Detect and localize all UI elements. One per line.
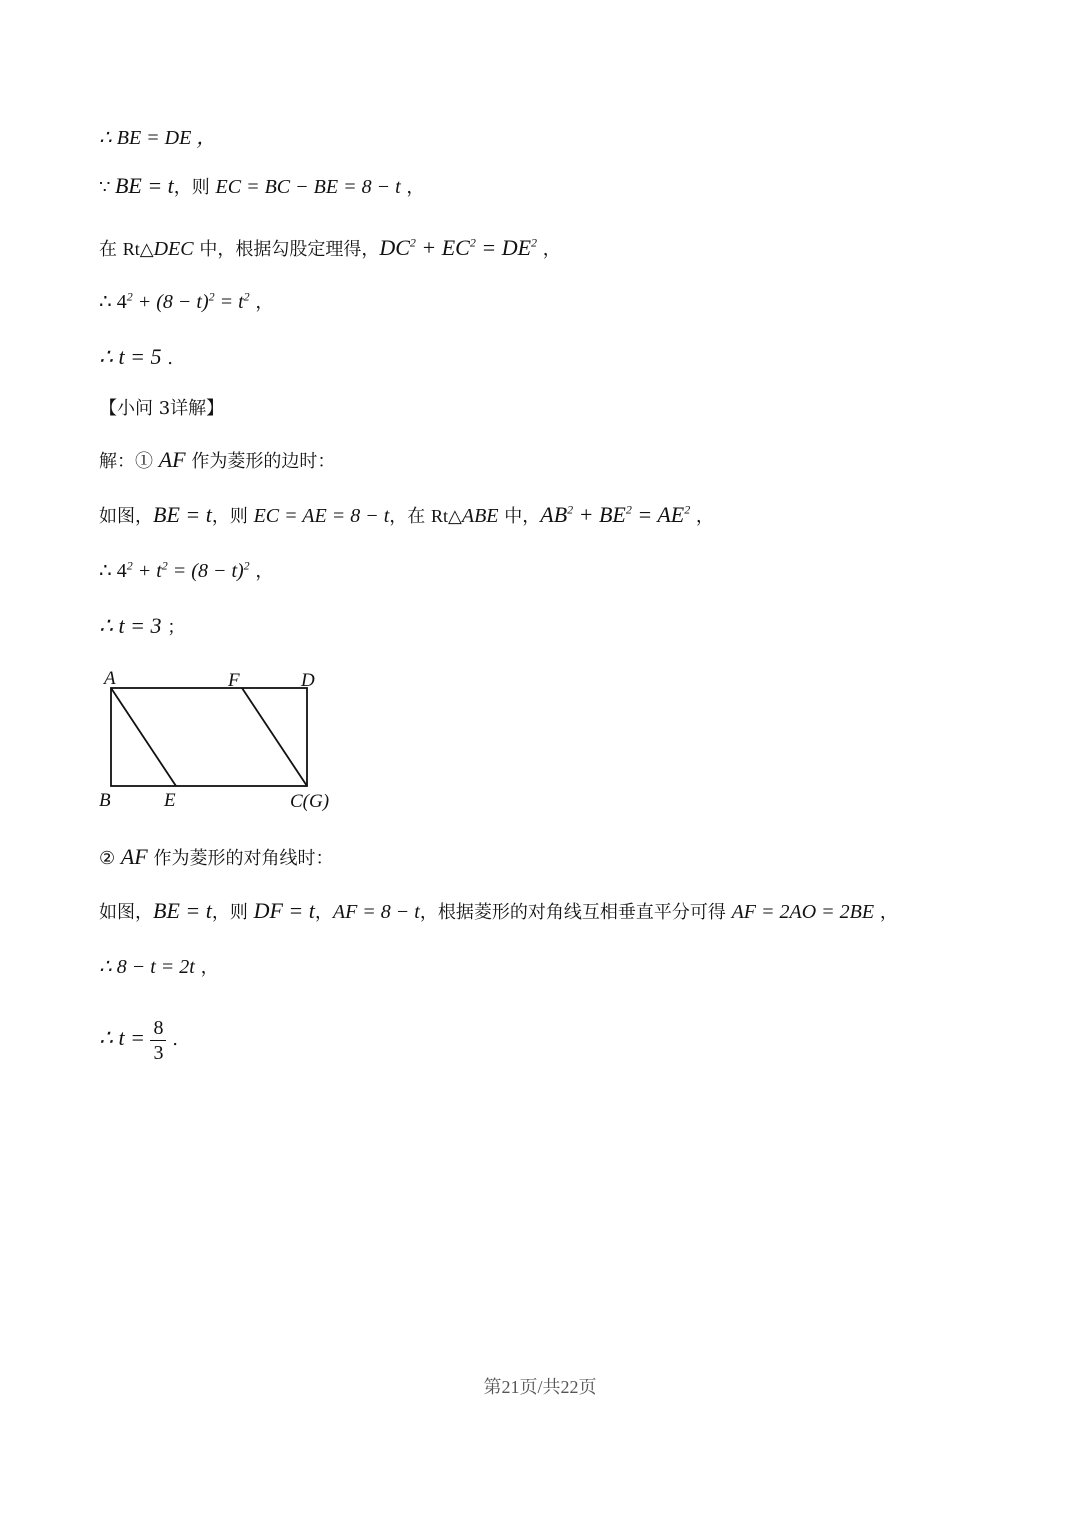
text-zai: 在 <box>99 239 123 260</box>
sup-12: 2 <box>243 558 250 573</box>
term-ab: AB <box>540 502 568 527</box>
sup-8: 2 <box>625 502 632 517</box>
page-footer: 第21页/共22页 <box>483 1377 597 1397</box>
segment-fc <box>242 688 307 786</box>
line-13 <box>99 953 1040 982</box>
line-14 <box>99 1012 1040 1066</box>
comma: ， <box>314 902 333 923</box>
text-zai: ，在 <box>389 506 431 527</box>
comma: ， <box>874 902 898 923</box>
text-pythagoras: 中，根据勾股定理得， <box>193 239 380 260</box>
rt-triangle: Rt△ <box>122 239 154 259</box>
text-ze: ，则 <box>211 506 254 527</box>
line-12 <box>99 897 1040 927</box>
line-1-text: ∴ BE = DE ， <box>99 127 217 149</box>
term-ae: = AE <box>631 502 685 527</box>
eq-be-t: BE = t <box>153 502 212 527</box>
rectangle-abcd <box>111 688 307 786</box>
term-4: ∴ 4 <box>99 291 127 313</box>
line-7 <box>99 446 1040 476</box>
sup-6: 2 <box>243 289 250 304</box>
term-t: + t <box>132 560 162 582</box>
seg-af: AF <box>120 844 148 869</box>
eq-ec: EC = BC − BE = 8 − t <box>215 176 401 198</box>
rectangle-figure <box>95 662 345 814</box>
line-9 <box>99 557 1040 586</box>
label-f: F <box>228 670 240 691</box>
seg-af: AF <box>158 447 186 472</box>
fraction-denominator: 3 <box>153 1041 164 1064</box>
eq-pythag-abe <box>540 502 690 527</box>
text-rhombus-property: ，根据菱形的对角线互相垂直平分可得 <box>419 902 732 923</box>
text-case-1: 作为菱形的边时： <box>185 451 336 472</box>
comma: ， <box>249 292 274 313</box>
sup-7: 2 <box>567 502 574 517</box>
term-be: + BE <box>573 502 626 527</box>
comma: ， <box>249 561 274 582</box>
sup-11: 2 <box>161 558 168 573</box>
comma: ， <box>537 239 561 260</box>
eq-af: AF = 8 − t <box>332 901 420 923</box>
label-a: A <box>104 668 116 689</box>
eq-8-t-2t: ∴ 8 − t = 2t <box>99 956 195 978</box>
period: . <box>166 1029 178 1050</box>
text-ze: ，则 <box>211 902 254 923</box>
term-t: = t <box>214 291 244 313</box>
label-e: E <box>164 790 176 811</box>
period: . <box>161 348 173 369</box>
label-c: C(G) <box>290 791 330 812</box>
term-de: = DE <box>475 235 532 260</box>
line-2 <box>99 172 1040 202</box>
section-heading <box>99 395 1040 423</box>
segment-ae <box>111 688 176 786</box>
eq-ec-ae: EC = AE = 8 − t <box>253 505 390 527</box>
triangle-abe: ABE <box>461 505 499 527</box>
sup-10: 2 <box>126 558 133 573</box>
comma: ， <box>400 177 425 198</box>
line-4 <box>99 288 1040 317</box>
text-rutu: 如图， <box>99 506 153 527</box>
fraction-8-3 <box>150 1016 166 1065</box>
line-1 <box>99 124 1040 153</box>
sup-5: 2 <box>208 289 215 304</box>
eq-t-3: ∴ t = 3 <box>99 613 162 638</box>
label-d: D <box>301 670 315 691</box>
text-zhong: 中， <box>498 506 541 527</box>
eq-line-4 <box>99 291 250 313</box>
line-5 <box>99 343 1040 373</box>
line-11 <box>99 843 1040 873</box>
term-4: ∴ 4 <box>99 560 127 582</box>
term-dc: DC <box>379 235 410 260</box>
comma: ， <box>690 506 714 527</box>
circle-2: ② <box>99 848 121 869</box>
triangle-dec: DEC <box>153 238 194 260</box>
rt-triangle: Rt△ <box>431 506 462 526</box>
eq-t-equals: ∴ t = <box>99 1025 151 1050</box>
text-rutu: 如图， <box>99 902 153 923</box>
line-3 <box>99 234 1040 264</box>
term-8-t: + (8 − t) <box>132 291 209 313</box>
eq-pythag-dec <box>379 235 537 260</box>
sup-4: 2 <box>126 289 133 304</box>
eq-t-5: ∴ t = 5 <box>99 344 162 369</box>
sup-3: 2 <box>531 235 538 250</box>
semicolon: ； <box>161 617 186 638</box>
label-b: B <box>99 790 111 811</box>
eq-af-2ao: AF = 2AO = 2BE <box>731 901 875 923</box>
comma: ， <box>194 957 219 978</box>
term-8-t: = (8 − t) <box>167 560 244 582</box>
line-10 <box>99 612 1040 642</box>
heading-q3: 【小问 3详解】 <box>99 398 225 419</box>
eq-be-t: BE = t <box>114 173 174 198</box>
eq-df-t: DF = t <box>253 898 315 923</box>
fraction-numerator: 8 <box>150 1016 166 1041</box>
sup-1: 2 <box>409 235 416 250</box>
text-jie: 解：① <box>99 451 159 472</box>
text-ze: ，则 <box>173 177 216 198</box>
sup-9: 2 <box>684 502 691 517</box>
sup-2: 2 <box>469 235 476 250</box>
term-ec: + EC <box>415 235 470 260</box>
text-case-2: 作为菱形的对角线时： <box>147 848 334 869</box>
because-symbol: ∵ <box>99 177 115 197</box>
eq-line-9 <box>99 560 250 582</box>
line-8 <box>99 501 1040 531</box>
eq-be-t: BE = t <box>153 898 212 923</box>
